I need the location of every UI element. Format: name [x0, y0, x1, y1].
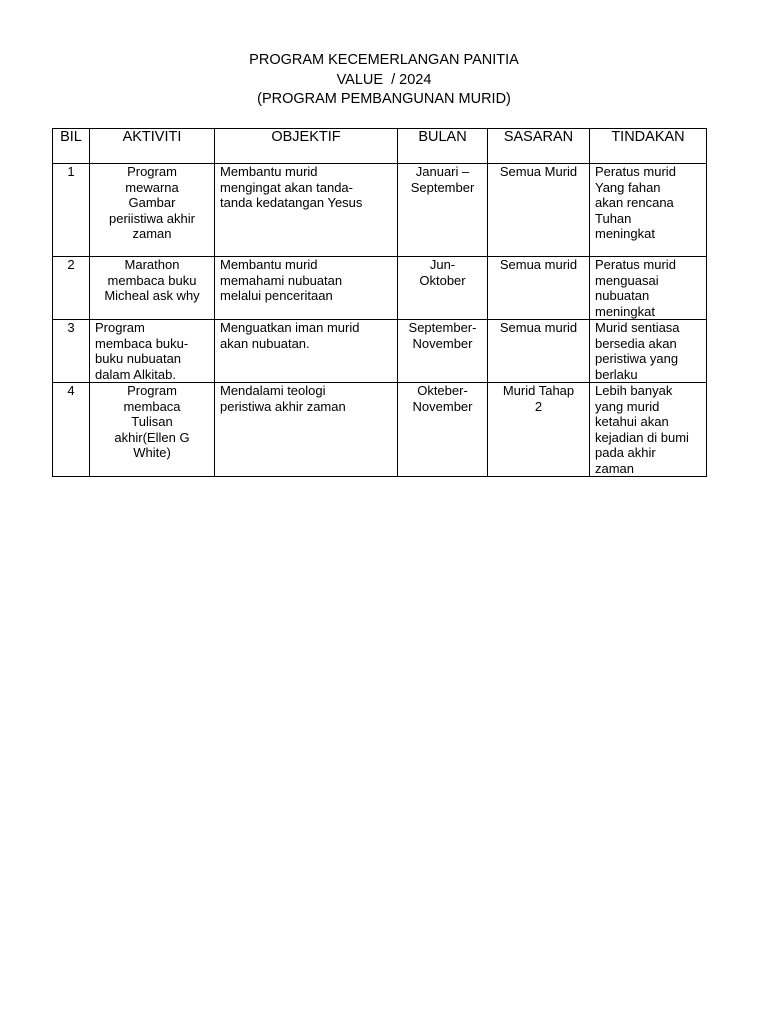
program-table	[52, 128, 707, 477]
document-heading	[0, 51, 768, 110]
cell-tindakan: Lebih banyak yang murid ketahui akan kejadian di bumi pada akhir zaman	[590, 383, 707, 477]
cell-sasaran: Murid Tahap 2	[488, 383, 590, 477]
header-aktiviti: AKTIVITI	[90, 129, 215, 164]
table-header-row	[53, 129, 707, 164]
header-sasaran: SASARAN	[488, 129, 590, 164]
cell-objektif: Mendalami teologi peristiwa akhir zaman	[215, 383, 398, 477]
table-row	[53, 257, 707, 320]
cell-bulan: Jun- Oktober	[398, 257, 488, 320]
table-row	[53, 164, 707, 257]
cell-bil: 1	[53, 164, 90, 257]
cell-bil: 4	[53, 383, 90, 477]
cell-aktiviti: Program mewarna Gambar periistiwa akhir zaman	[90, 164, 215, 257]
header-bil: BIL	[53, 129, 90, 164]
cell-aktiviti: Marathon membaca buku Micheal ask why	[90, 257, 215, 320]
cell-objektif: Membantu murid mengingat akan tanda- tanda kedatangan Yesus	[215, 164, 398, 257]
cell-bulan: Januari – September	[398, 164, 488, 257]
cell-bulan: Okteber- November	[398, 383, 488, 477]
header-objektif: OBJEKTIF	[215, 129, 398, 164]
heading-subtitle: (PROGRAM PEMBANGUNAN MURID)	[257, 91, 511, 107]
cell-tindakan: Peratus murid menguasai nubuatan meningkat	[590, 257, 707, 320]
cell-sasaran: Semua murid	[488, 257, 590, 320]
cell-bil: 3	[53, 320, 90, 383]
table-row	[53, 320, 707, 383]
cell-sasaran: Semua murid	[488, 320, 590, 383]
cell-aktiviti: Program membaca Tulisan akhir(Ellen G White)	[90, 383, 215, 477]
cell-tindakan: Murid sentiasa bersedia akan peristiwa yang berlaku	[590, 320, 707, 383]
cell-bil: 2	[53, 257, 90, 320]
table-row	[53, 383, 707, 477]
cell-sasaran: Semua Murid	[488, 164, 590, 257]
cell-bulan: September- November	[398, 320, 488, 383]
heading-year: VALUE / 2024	[336, 71, 432, 88]
cell-tindakan: Peratus murid Yang fahan akan rencana Tuhan meningkat	[590, 164, 707, 257]
cell-objektif: Membantu murid memahami nubuatan melalui penceritaan	[215, 257, 398, 320]
cell-aktiviti: Program membaca buku- buku nubuatan dalam Alkitab.	[90, 320, 215, 383]
heading-title: PROGRAM KECEMERLANGAN PANITIA	[249, 52, 519, 68]
header-bulan: BULAN	[398, 129, 488, 164]
cell-objektif: Menguatkan iman murid akan nubuatan.	[215, 320, 398, 383]
header-tindakan: TINDAKAN	[590, 129, 707, 164]
